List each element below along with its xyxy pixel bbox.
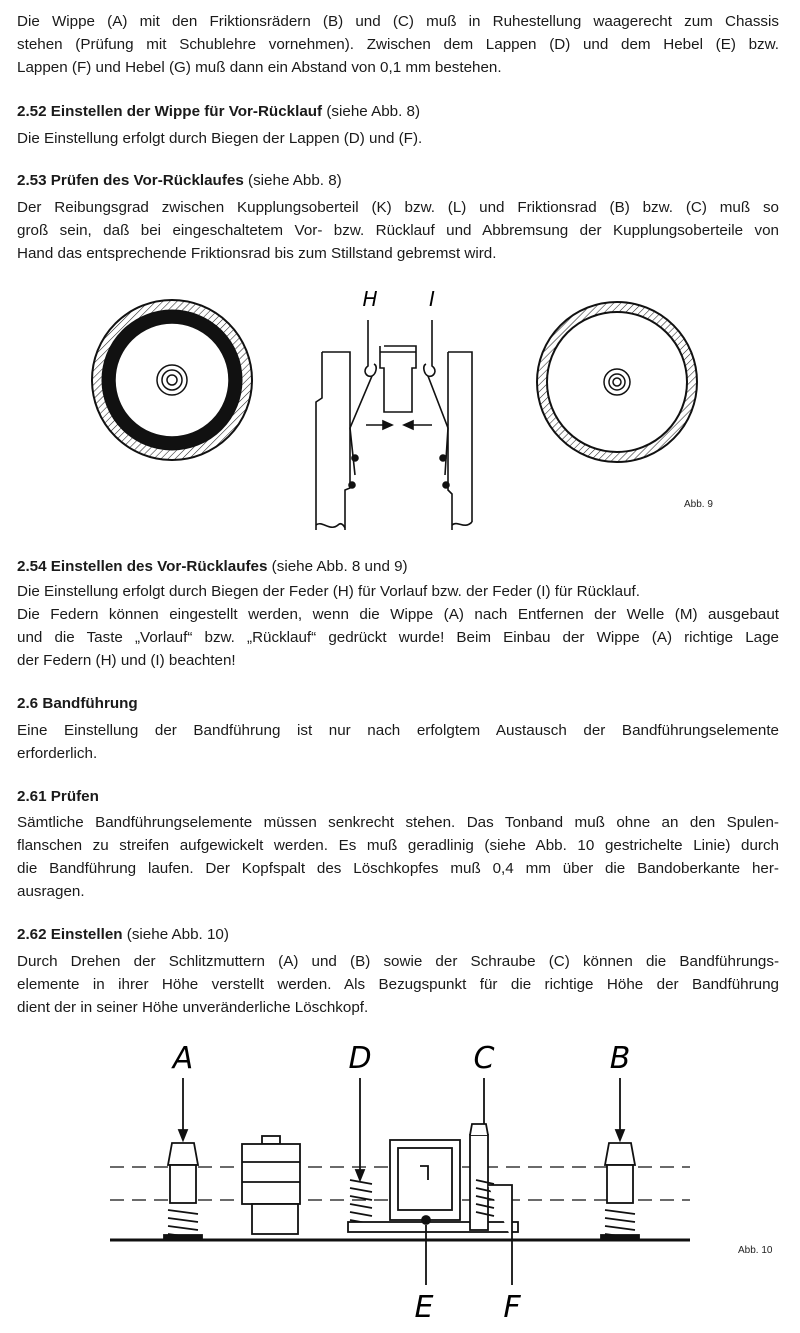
body-line: Eine Einstellung der Bandführung ist nur nach erfolgtem Austausch der Bandführungselemente	[17, 722, 779, 739]
figure-9-caption: Abb. 9	[684, 499, 713, 510]
body-line: Die Einstellung erfolgt durch Biegen der Feder (H) für Vorlauf bzw. der Feder (I) für Rücklauf.	[17, 583, 640, 600]
section-title: Einstellen der Wippe für Vor-Rücklauf	[50, 103, 323, 120]
body-line: erforderlich.	[17, 745, 98, 762]
body-line: Durch Drehen der Schlitzmuttern (A) und (B) sowie der Schraube (C) können die Bandführungs-	[17, 953, 779, 970]
section-heading-2-54	[17, 556, 408, 578]
section-heading-2-62	[17, 924, 229, 946]
section-number: 2.53	[17, 172, 47, 189]
section-title: Einstellen des Vor-Rücklaufes	[50, 558, 268, 575]
section-number: 2.54	[17, 558, 47, 575]
body-line: Sämtliche Bandführungselemente müssen senkrecht stehen. Das Tonband muß ohne an den Spulen-	[17, 814, 779, 831]
section-heading-2-6	[17, 693, 138, 715]
figure-label-b: B	[609, 1041, 631, 1076]
section-title: Prüfen	[50, 788, 99, 805]
section-reference: (siehe Abb. 10)	[126, 926, 229, 943]
section-heading-2-52	[17, 101, 420, 123]
body-line: Die Einstellung erfolgt durch Biegen der Lappen (D) und (F).	[17, 130, 423, 147]
section-reference: (siehe Abb. 8 und 9)	[271, 558, 408, 575]
tape-guide-a	[164, 1078, 202, 1240]
section-title: Prüfen des Vor-Rücklaufes	[50, 172, 244, 189]
body-line: der Federn (H) und (I) beachten!	[17, 652, 236, 669]
tape-guide-b	[601, 1078, 639, 1240]
section-number: 2.61	[17, 788, 47, 805]
section-number: 2.52	[17, 103, 47, 120]
figure-label-f: F	[503, 1290, 521, 1325]
section-2-53-body	[17, 196, 779, 265]
spring-mechanism	[316, 320, 472, 530]
figure-label-c: C	[473, 1041, 495, 1076]
figure-9	[0, 280, 800, 535]
body-line: die Bandführung laufen. Der Kopfspalt des Löschkopfes muß 0,4 mm über die Bandoberkante her-	[17, 860, 779, 877]
section-heading-2-53	[17, 170, 342, 192]
section-heading-2-61	[17, 786, 99, 808]
body-line: ausragen.	[17, 883, 85, 900]
body-line: elemente in ihrer Höhe verstellt werden. Als Bezugspunkt für die richtige Höhe der Bandführung	[17, 976, 779, 993]
figure-label-i: I	[429, 287, 435, 311]
body-line: Der Reibungsgrad zwischen Kupplungsoberteil (K) bzw. (L) und Friktionsrad (B) bzw. (C) muß so	[17, 199, 779, 216]
erase-head	[242, 1136, 300, 1234]
figure-10-caption: Abb. 10	[738, 1245, 773, 1256]
body-line: groß sein, daß bei eingeschaltetem Vor- bzw. Rücklauf und Abbremsung der Kupplungsoberteile von	[17, 222, 779, 239]
figure-label-h: H	[362, 287, 378, 311]
section-title: Einstellen	[50, 926, 123, 943]
intro-paragraph	[17, 10, 779, 79]
friction-wheel-right	[537, 302, 697, 462]
section-number: 2.6	[17, 695, 39, 712]
section-2-6-body	[17, 719, 779, 765]
section-reference: (siehe Abb. 8)	[326, 103, 421, 120]
section-2-52-body	[17, 127, 779, 150]
section-title: Bandführung	[42, 695, 138, 712]
intro-line: Die Wippe (A) mit den Friktionsrädern (B) und (C) muß in Ruhestellung waagerecht zum Chassis	[17, 13, 779, 30]
friction-wheel-left	[92, 300, 252, 460]
intro-line: Lappen (F) und Hebel (G) muß dann ein Abstand von 0,1 mm bestehen.	[17, 59, 502, 76]
figure-label-e: E	[414, 1290, 434, 1325]
body-line: flanschen zu streifen aufgewickelt werden. Es muß geradlinig (siehe Abb. 10 gestrichelte Linie) durch	[17, 837, 779, 854]
figure-10	[0, 1030, 800, 1333]
figure-label-a: A	[172, 1041, 194, 1076]
body-line: Hand das entsprechende Friktionsrad bis zum Stillstand gebremst wird.	[17, 245, 497, 262]
figure-label-d: D	[348, 1041, 372, 1076]
body-line: dient der in seiner Höhe unveränderliche Löschkopf.	[17, 999, 369, 1016]
body-line: und die Taste „Vorlauf“ bzw. „Rücklauf“ gedrückt wurde! Beim Einbau der Wippe (A) richtige Lage	[17, 629, 779, 646]
section-number: 2.62	[17, 926, 47, 943]
section-reference: (siehe Abb. 8)	[248, 172, 342, 189]
section-2-61-body	[17, 811, 779, 903]
section-2-62-body	[17, 950, 779, 1019]
intro-line: stehen (Prüfung mit Schublehre vornehmen). Zwischen dem Lappen (D) und dem Hebel (E) bzw.	[17, 36, 779, 53]
section-2-54-body	[17, 580, 779, 672]
body-line: Die Federn können eingestellt werden, wenn die Wippe (A) nach Entfernen der Welle (M) ausgebaut	[17, 606, 779, 623]
head-assembly	[348, 1078, 518, 1285]
